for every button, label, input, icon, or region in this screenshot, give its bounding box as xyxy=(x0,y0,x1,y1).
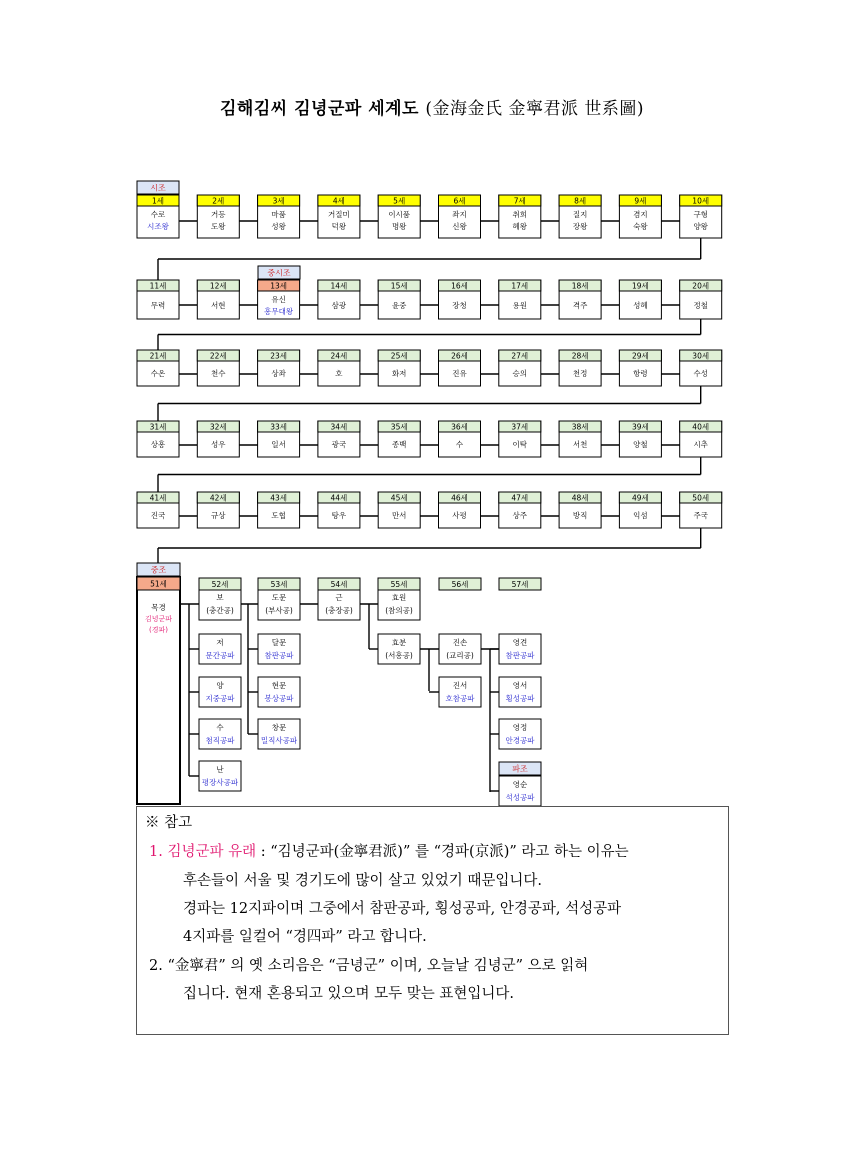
person-name: 수성 xyxy=(693,369,708,378)
branch-name: (경파) xyxy=(149,626,168,634)
generation-label: 39세 xyxy=(632,422,649,432)
person-name: 창문 xyxy=(271,723,287,732)
person-name: 양 xyxy=(216,681,224,690)
person-name: 보 xyxy=(216,593,224,602)
person-name: 거질미 xyxy=(328,210,350,219)
person-name: 진서 xyxy=(452,681,468,690)
person-title: 흥무대왕 xyxy=(264,307,294,316)
generation-label: 9세 xyxy=(634,196,647,206)
person-name: 목경 xyxy=(151,603,166,612)
title-hanja: (金海金氏 金寧君派 世系圖) xyxy=(425,99,644,119)
person-name: 진유 xyxy=(452,369,467,378)
person-name: 장청 xyxy=(452,301,467,310)
generation-label: 37세 xyxy=(511,422,529,432)
jungjo-label: 중조 xyxy=(150,565,167,575)
person-name: 영견 xyxy=(512,638,528,647)
person-name: 영순 xyxy=(512,780,528,789)
person-name: 진국 xyxy=(150,511,166,520)
person-title: (서흥공) xyxy=(385,651,413,660)
generation-label: 23세 xyxy=(270,351,287,361)
person-title: 장왕 xyxy=(572,222,588,231)
generation-label: 47세 xyxy=(511,493,529,503)
generation-label: 57세 xyxy=(511,580,529,589)
generation-label: 3세 xyxy=(272,196,285,206)
generation-label: 50세 xyxy=(692,493,710,503)
generation-label: 32세 xyxy=(209,422,227,432)
generation-label: 21세 xyxy=(149,351,167,361)
branch-name: 밀직사공파 xyxy=(260,736,298,745)
generation-label: 26세 xyxy=(451,351,468,361)
person-title: 신왕 xyxy=(452,222,467,231)
person-name: 수 xyxy=(455,440,464,449)
person-name: 천수 xyxy=(211,369,226,378)
person-name: 규상 xyxy=(211,511,226,520)
person-name: 난 xyxy=(216,765,224,774)
generation-label: 54세 xyxy=(330,580,348,589)
generation-label: 46세 xyxy=(451,493,468,503)
note-2-line-1: 2. “金寧君” 의 옛 소리음은 “금녕군” 이며, 오늘날 김녕군” 으로 읽혀 xyxy=(149,958,589,974)
person-name: 항령 xyxy=(633,369,648,378)
generation-label: 10세 xyxy=(692,196,710,206)
person-name: 사평 xyxy=(452,511,467,520)
person-name: 효원 xyxy=(391,593,407,602)
notes-box xyxy=(136,806,729,1035)
generation-label: 52세 xyxy=(211,580,229,589)
person-title: 혜왕 xyxy=(512,222,528,231)
branch-name: (교리공) xyxy=(446,651,474,660)
generation-label: 48세 xyxy=(571,493,589,503)
generation-label: 25세 xyxy=(390,351,408,361)
generation-label: 53세 xyxy=(270,580,288,589)
generation-label: 20세 xyxy=(692,281,710,291)
generation-label: 42세 xyxy=(209,493,227,503)
notes-reference-heading: ※ 참고 xyxy=(145,815,193,831)
person-name: 격주 xyxy=(572,301,588,310)
person-name: 도협 xyxy=(271,511,286,520)
branch-name: 지중공파 xyxy=(205,694,235,703)
person-name: 탕우 xyxy=(331,511,347,520)
person-name: 유신 xyxy=(271,295,286,304)
person-name: 달문 xyxy=(271,638,287,647)
person-name: 성혜 xyxy=(633,301,648,310)
person-name: 질지 xyxy=(572,210,588,219)
person-name: 승의 xyxy=(512,369,528,378)
person-name: 영서 xyxy=(512,681,528,690)
generation-label: 1세 xyxy=(151,196,165,206)
person-name: 진손 xyxy=(452,638,468,647)
generation-label: 2세 xyxy=(212,196,225,206)
person-name: 서현 xyxy=(211,301,226,310)
person-name: 상주 xyxy=(512,511,528,520)
person-name: 천정 xyxy=(572,369,588,378)
branch-name: 석성공파 xyxy=(505,793,535,802)
generation-label: 36세 xyxy=(451,422,468,432)
person-title: (참의공) xyxy=(385,606,413,615)
person-name: 이탁 xyxy=(512,440,528,449)
branch-name: 안경공파 xyxy=(505,736,535,745)
person-name: 이시품 xyxy=(388,210,411,219)
generation-label: 8세 xyxy=(574,196,587,206)
generation-label: 14세 xyxy=(330,281,348,291)
generation-label: 34세 xyxy=(330,422,348,432)
person-name: 거등 xyxy=(211,210,226,219)
person-name: 도문 xyxy=(271,593,287,602)
generation-label: 35세 xyxy=(390,422,408,432)
person-name: 호 xyxy=(335,369,343,378)
person-name: 종백 xyxy=(391,440,407,449)
generation-label: 51세 xyxy=(150,579,167,589)
generation-label: 44세 xyxy=(330,493,348,503)
note-1-line-3: 경파는 12지파이며 그중에서 참판공파, 횡성공파, 안경공파, 석성공파 xyxy=(183,901,622,917)
branch-name: 문간공파 xyxy=(205,651,235,660)
generation-label: 16세 xyxy=(451,281,468,291)
person-name: 익섬 xyxy=(633,511,648,520)
generation-label: 12세 xyxy=(209,281,227,291)
person-name: 서천 xyxy=(572,440,588,449)
pajo-label: 파조 xyxy=(512,764,528,774)
generation-label: 11세 xyxy=(149,281,167,291)
person-name: 용원 xyxy=(512,301,528,310)
note-1-line-4: 4지파를 일컬어 “경四파” 라고 합니다. xyxy=(183,929,427,945)
person-name: 근 xyxy=(335,593,343,602)
person-name: 저 xyxy=(216,638,224,647)
generation-label: 33세 xyxy=(270,422,287,432)
branch-name: 봉상공파 xyxy=(264,694,294,703)
person-name: 현문 xyxy=(271,681,287,690)
generation-label: 45세 xyxy=(390,493,408,503)
person-name: 수온 xyxy=(150,369,166,378)
generation-label: 4세 xyxy=(332,196,345,206)
person-name: 만서 xyxy=(391,511,407,520)
branch-name: 참판공파 xyxy=(264,651,294,660)
generation-label: 31세 xyxy=(149,422,167,432)
person-name: 상좌 xyxy=(271,369,286,378)
person-name: 수로 xyxy=(150,210,166,219)
generation-label: 19세 xyxy=(632,281,649,291)
generation-label: 18세 xyxy=(571,281,589,291)
person-name: 윤중 xyxy=(391,301,407,310)
person-title: 도왕 xyxy=(211,222,226,231)
person-name: 주국 xyxy=(693,511,708,520)
generation-label: 38세 xyxy=(571,422,589,432)
jungsijo-label: 중시조 xyxy=(267,268,291,278)
person-title: (충장공) xyxy=(325,606,353,615)
person-title: 숙왕 xyxy=(633,222,648,231)
note-1-label: 1. 김녕군파 유래 xyxy=(149,844,257,860)
note-1-text-a: : “김녕군파(金寧君派)” 를 “경파(京派)” 라고 하는 이유는 xyxy=(256,844,629,860)
person-name: 상흥 xyxy=(150,440,166,449)
person-title: 명왕 xyxy=(391,222,407,231)
person-title: (부사공) xyxy=(265,606,293,615)
generation-label: 13세 xyxy=(270,281,287,291)
person-name: 일서 xyxy=(271,440,286,449)
person-name: 삼광 xyxy=(331,301,347,310)
person-title: 양왕 xyxy=(693,222,708,231)
person-name: 겸지 xyxy=(633,210,648,219)
person-title: 시조왕 xyxy=(147,222,169,231)
generation-label: 15세 xyxy=(390,281,408,291)
generation-label: 40세 xyxy=(692,422,710,432)
person-name: 정철 xyxy=(693,301,708,310)
generation-label: 6세 xyxy=(453,196,466,206)
generation-label: 41세 xyxy=(149,493,167,503)
person-name: 성우 xyxy=(211,440,226,449)
note-2-line-2: 집니다. 현재 혼용되고 있으며 모두 맞는 표현입니다. xyxy=(183,986,515,1002)
person-name: 시추 xyxy=(693,440,708,449)
person-name: 효분 xyxy=(391,638,407,647)
person-title: (충간공) xyxy=(206,606,234,615)
sijo-label: 시조 xyxy=(150,183,166,193)
branch-name: 호참공파 xyxy=(445,694,475,703)
branch-name: 김녕군파 xyxy=(144,615,173,623)
person-name: 취희 xyxy=(512,210,528,219)
person-name: 구형 xyxy=(693,210,708,219)
generation-label: 29세 xyxy=(632,351,649,361)
branch-name: 평장사공파 xyxy=(201,778,239,787)
generation-label: 56세 xyxy=(451,580,469,589)
branch-name: 첨직공파 xyxy=(205,736,235,745)
branch-name: 참판공파 xyxy=(505,651,535,660)
generation-label: 27세 xyxy=(511,351,529,361)
person-name: 화저 xyxy=(391,369,407,378)
person-name: 양철 xyxy=(633,440,648,449)
person-name: 영정 xyxy=(512,723,528,732)
person-name: 무력 xyxy=(150,301,166,310)
generation-label: 43세 xyxy=(270,493,287,503)
generation-label: 24세 xyxy=(330,351,348,361)
generation-label: 5세 xyxy=(393,196,406,206)
generation-label: 7세 xyxy=(513,196,526,206)
person-name: 방직 xyxy=(572,511,588,520)
person-name: 마품 xyxy=(271,210,286,219)
note-1-line-1 xyxy=(149,838,629,867)
generation-label: 28세 xyxy=(571,351,589,361)
note-1-line-2: 후손들이 서울 및 경기도에 많이 살고 있었기 때문입니다. xyxy=(183,873,543,889)
person-name: 수 xyxy=(216,723,224,732)
generation-label: 22세 xyxy=(209,351,227,361)
person-title: 성왕 xyxy=(271,222,286,231)
person-name: 좌지 xyxy=(452,210,467,219)
generation-label: 49세 xyxy=(632,493,649,503)
branch-name: 횡성공파 xyxy=(505,694,535,703)
generation-label: 30세 xyxy=(692,351,710,361)
person-title: 덕왕 xyxy=(331,222,347,231)
person-name: 광국 xyxy=(331,440,347,449)
generation-label: 55세 xyxy=(390,580,408,589)
generation-label: 17세 xyxy=(511,281,529,291)
title-korean: 김해김씨 김녕군파 세계도 xyxy=(220,99,419,119)
